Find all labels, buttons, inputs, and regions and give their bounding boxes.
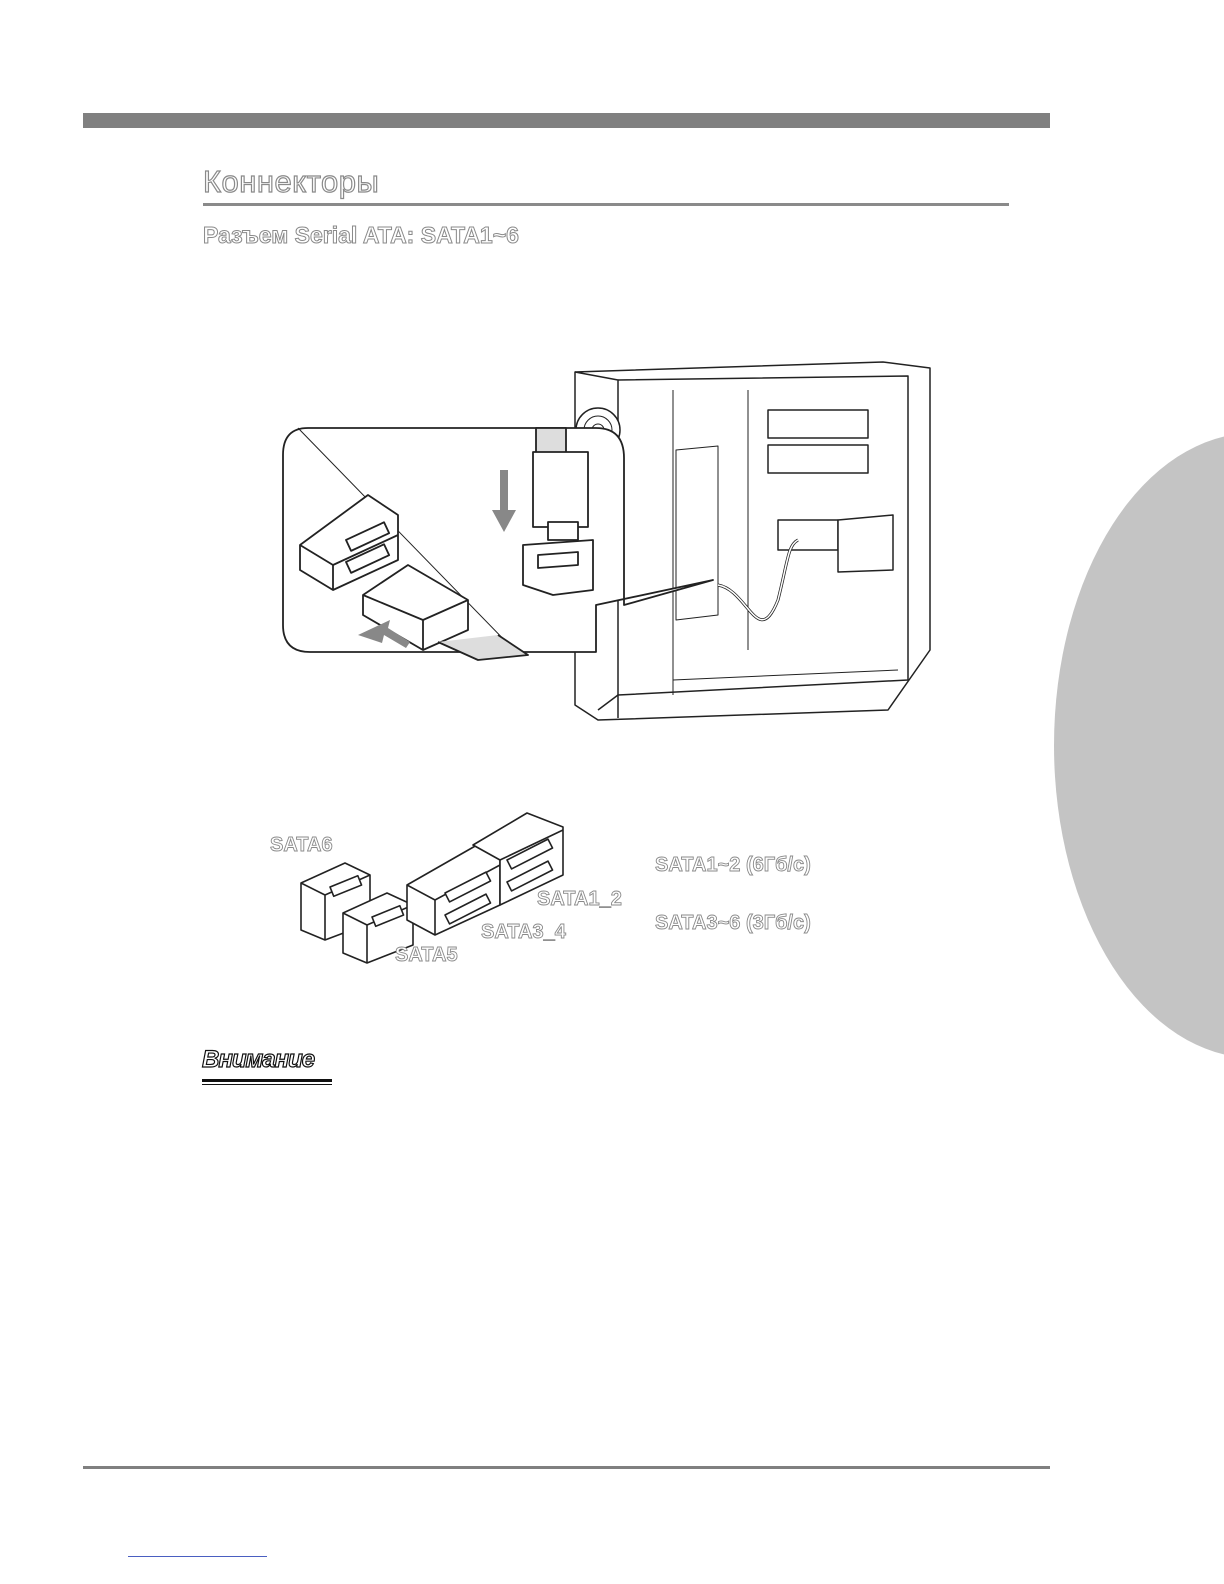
footer-link-underline[interactable] xyxy=(128,1556,267,1557)
header-bar xyxy=(83,113,1050,128)
sata-port-small xyxy=(523,540,593,595)
speed-sata1-2: SATA1~2 (6Гб/с) xyxy=(655,854,811,876)
label-sata1-2: SATA1_2 xyxy=(537,888,622,910)
speed-sata3-6: SATA3~6 (3Гб/с) xyxy=(655,912,811,934)
section-title: Разъем Serial ATA: SATA1~6 xyxy=(203,222,519,248)
sata-plug-vertical xyxy=(533,452,588,527)
label-sata3-4: SATA3_4 xyxy=(481,921,566,943)
title-underline xyxy=(203,203,1009,206)
page-title: Коннекторы xyxy=(203,164,380,199)
notice-underline-thin xyxy=(202,1084,332,1085)
notice-title: Внимание xyxy=(202,1046,315,1073)
notice-underline xyxy=(202,1079,332,1082)
footer-rule xyxy=(83,1466,1050,1469)
chapter-side-tab xyxy=(1054,433,1224,1058)
sata-installation-illustration xyxy=(278,350,938,725)
label-sata6: SATA6 xyxy=(270,834,333,856)
motherboard xyxy=(676,446,718,620)
label-sata5: SATA5 xyxy=(395,944,458,966)
